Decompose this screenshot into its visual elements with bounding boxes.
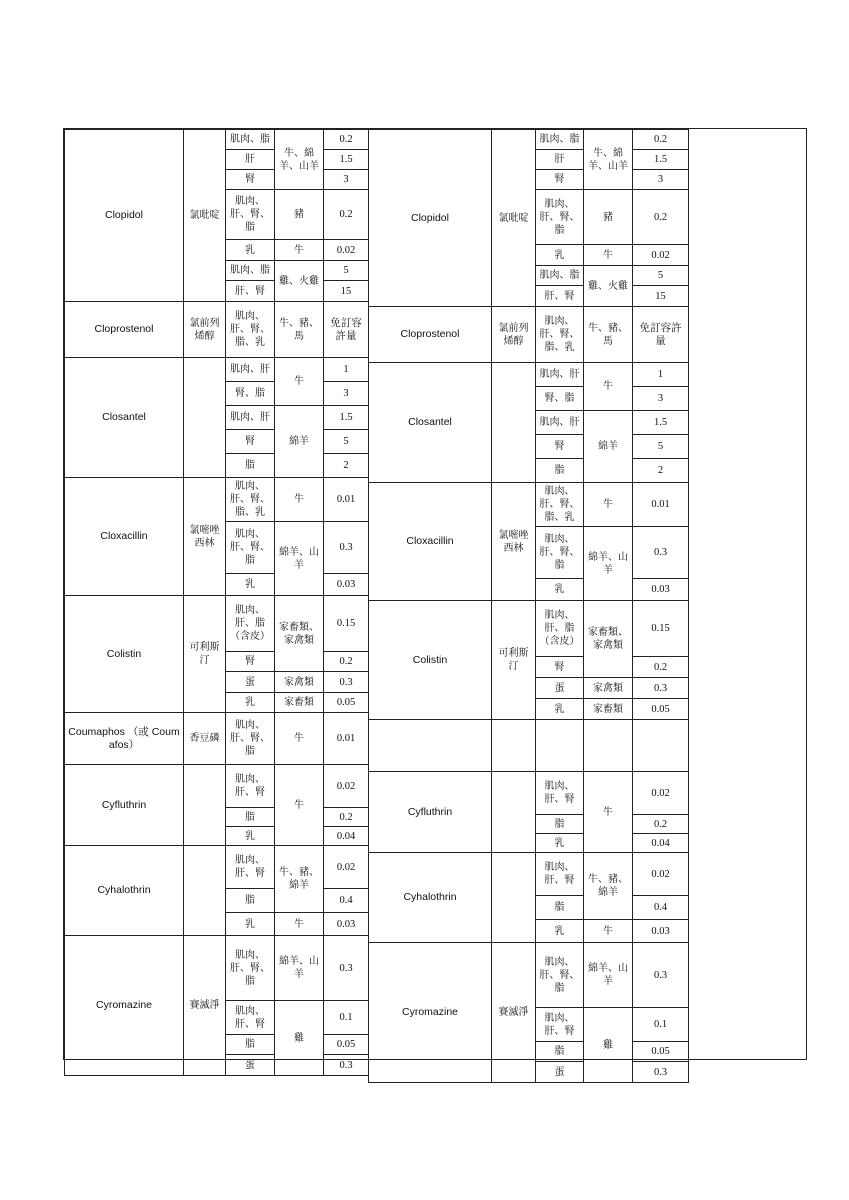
mrl-value-cell: 2 — [324, 454, 369, 478]
table-row — [369, 601, 689, 657]
species-cell: 牛 — [275, 478, 324, 522]
tissue-cell: 肌肉、肝、脂（含皮） — [226, 596, 275, 652]
tissue-cell: 腎 — [226, 652, 275, 672]
mrl-value-cell: 0.05 — [324, 1035, 369, 1055]
tissue-cell: 乳 — [226, 574, 275, 596]
mrl-value-cell: 1 — [633, 363, 689, 387]
tissue-cell: 脂 — [226, 1035, 275, 1055]
drug-name-cell: Cyhalothrin — [369, 853, 492, 943]
mrl-value-cell: 3 — [324, 382, 369, 406]
drug-name-cell: Closantel — [65, 358, 184, 478]
chinese-name-cell — [184, 846, 226, 936]
species-cell: 雞、火雞 — [584, 266, 633, 307]
mrl-value-cell — [633, 720, 689, 772]
table-row — [65, 765, 369, 808]
tissue-cell: 脂 — [226, 454, 275, 478]
mrl-value-cell: 0.2 — [633, 815, 689, 834]
tissue-cell: 肌肉、肝、腎 — [226, 765, 275, 808]
chinese-name-cell: 賽滅淨 — [492, 943, 536, 1083]
tissue-cell: 脂 — [536, 1042, 584, 1062]
mrl-value-cell: 0.01 — [324, 713, 369, 765]
mrl-value-cell: 0.15 — [633, 601, 689, 657]
mrl-value-cell: 0.1 — [324, 1001, 369, 1035]
tissue-cell: 肌肉、肝 — [226, 358, 275, 382]
tissue-cell: 肌肉、脂 — [226, 261, 275, 281]
species-cell: 家禽類 — [584, 678, 633, 699]
table-row — [369, 483, 689, 527]
tissue-cell: 肌肉、肝、腎、脂 — [226, 713, 275, 765]
chinese-name-cell: 香豆磷 — [184, 713, 226, 765]
drug-name-cell: Closantel — [369, 363, 492, 483]
species-cell: 綿羊 — [275, 406, 324, 478]
species-cell: 牛 — [275, 765, 324, 846]
table-row — [65, 713, 369, 765]
table-row — [65, 596, 369, 652]
mrl-value-cell: 0.04 — [633, 834, 689, 853]
drug-name-cell: Cyfluthrin — [369, 772, 492, 853]
tissue-cell: 腎 — [536, 170, 584, 190]
table-row — [65, 846, 369, 889]
tissue-cell: 蛋 — [536, 678, 584, 699]
tissue-cell: 肌肉、肝、脂（含皮） — [536, 601, 584, 657]
species-cell: 牛、綿羊、山羊 — [275, 130, 324, 190]
chinese-name-cell: 氯前列烯醇 — [492, 307, 536, 363]
tissue-cell: 乳 — [536, 834, 584, 853]
tissue-cell: 肌肉、肝 — [536, 363, 584, 387]
species-cell: 牛 — [584, 245, 633, 266]
species-cell — [584, 720, 633, 772]
tissue-cell: 肌肉、肝、腎、脂 — [536, 943, 584, 1008]
table-row — [65, 478, 369, 522]
tissue-cell: 脂 — [536, 459, 584, 483]
species-cell: 綿羊、山羊 — [275, 936, 324, 1001]
chinese-name-cell: 賽滅淨 — [184, 936, 226, 1076]
right-column-table — [368, 129, 689, 1083]
tissue-cell: 腎、脂 — [226, 382, 275, 406]
mrl-value-cell: 0.1 — [633, 1008, 689, 1042]
tissue-cell: 肌肉、肝、腎 — [536, 853, 584, 896]
table-row — [65, 130, 369, 150]
tissue-cell: 肌肉、肝、腎、脂、乳 — [536, 307, 584, 363]
species-cell: 牛 — [275, 913, 324, 936]
tissue-cell: 肌肉、肝 — [536, 411, 584, 435]
mrl-value-cell: 3 — [633, 170, 689, 190]
tissue-cell: 蛋 — [226, 672, 275, 693]
mrl-value-cell: 5 — [633, 435, 689, 459]
tissue-cell: 肌肉、肝、腎 — [536, 1008, 584, 1042]
species-cell: 雞 — [584, 1008, 633, 1083]
table-row — [369, 853, 689, 896]
species-cell: 家畜類、家禽類 — [584, 601, 633, 678]
mrl-value-cell: 0.3 — [324, 1055, 369, 1076]
mrl-value-cell: 0.3 — [324, 936, 369, 1001]
drug-name-cell: Clopidol — [65, 130, 184, 302]
drug-name-cell — [369, 720, 492, 772]
tissue-cell: 肌肉、脂 — [536, 266, 584, 286]
mrl-value-cell: 0.3 — [633, 527, 689, 579]
mrl-value-cell: 0.3 — [633, 943, 689, 1008]
tissue-cell: 乳 — [226, 913, 275, 936]
drug-name-cell: Clopidol — [369, 130, 492, 307]
table-row — [369, 720, 689, 772]
mrl-value-cell: 0.2 — [633, 130, 689, 150]
tissue-cell: 肌肉、脂 — [226, 130, 275, 150]
tissue-cell: 乳 — [536, 579, 584, 601]
chinese-name-cell — [184, 765, 226, 846]
tissue-cell: 腎 — [226, 170, 275, 190]
mrl-value-cell: 0.03 — [633, 579, 689, 601]
mrl-value-cell: 0.01 — [324, 478, 369, 522]
tissue-cell: 腎 — [226, 430, 275, 454]
tissue-cell: 肌肉、肝、腎 — [226, 846, 275, 889]
species-cell: 家畜類 — [584, 699, 633, 720]
mrl-value-cell: 1.5 — [633, 150, 689, 170]
chinese-name-cell — [492, 772, 536, 853]
tissue-cell: 肌肉、肝、腎 — [536, 772, 584, 815]
tissue-cell: 腎 — [536, 657, 584, 678]
drug-name-cell: Cloprostenol — [65, 302, 184, 358]
mrl-value-cell: 0.2 — [633, 657, 689, 678]
mrl-value-cell: 0.03 — [633, 920, 689, 943]
mrl-value-cell: 0.2 — [633, 190, 689, 245]
tissue-cell: 乳 — [226, 827, 275, 846]
species-cell: 雞 — [275, 1001, 324, 1076]
tissue-cell: 脂 — [536, 815, 584, 834]
mrl-value-cell: 0.04 — [324, 827, 369, 846]
drug-name-cell: Cyromazine — [369, 943, 492, 1083]
tissue-cell: 腎 — [536, 435, 584, 459]
mrl-value-cell: 0.05 — [633, 1042, 689, 1062]
mrl-value-cell: 3 — [324, 170, 369, 190]
tissue-cell — [536, 720, 584, 772]
mrl-value-cell: 0.03 — [324, 574, 369, 596]
species-cell: 牛 — [584, 772, 633, 853]
mrl-value-cell: 5 — [324, 261, 369, 281]
species-cell: 綿羊、山羊 — [584, 527, 633, 601]
drug-name-cell: Cyfluthrin — [65, 765, 184, 846]
tissue-cell: 肌肉、肝、腎、脂、乳 — [226, 478, 275, 522]
species-cell: 牛 — [584, 363, 633, 411]
tissue-cell: 乳 — [536, 245, 584, 266]
table-row — [369, 307, 689, 363]
table-row — [369, 130, 689, 150]
species-cell: 綿羊、山羊 — [275, 522, 324, 596]
tissue-cell: 乳 — [226, 693, 275, 713]
species-cell: 家禽類 — [275, 672, 324, 693]
species-cell: 牛 — [275, 358, 324, 406]
species-cell: 牛、綿羊、山羊 — [584, 130, 633, 190]
mrl-value-cell: 0.15 — [324, 596, 369, 652]
tissue-cell: 乳 — [226, 240, 275, 261]
mrl-value-cell: 5 — [324, 430, 369, 454]
mrl-value-cell: 1.5 — [324, 150, 369, 170]
tissue-cell: 肌肉、肝、腎、脂 — [226, 936, 275, 1001]
tissue-cell: 肝 — [226, 150, 275, 170]
tissue-cell: 肌肉、肝 — [226, 406, 275, 430]
tissue-cell: 脂 — [226, 889, 275, 913]
left-column-table — [64, 129, 369, 1076]
chinese-name-cell: 可利斯汀 — [184, 596, 226, 713]
drug-name-cell: Cyhalothrin — [65, 846, 184, 936]
species-cell: 綿羊 — [584, 411, 633, 483]
tissue-cell: 肌肉、肝、腎、脂 — [226, 190, 275, 240]
mrl-value-cell: 5 — [633, 266, 689, 286]
mrl-value-cell: 15 — [324, 281, 369, 302]
tissue-cell: 脂 — [226, 808, 275, 827]
mrl-value-cell: 0.03 — [324, 913, 369, 936]
drug-name-cell: Colistin — [369, 601, 492, 720]
tissue-cell: 肝 — [536, 150, 584, 170]
species-cell: 家畜類 — [275, 693, 324, 713]
tissue-cell: 乳 — [536, 920, 584, 943]
species-cell: 牛 — [275, 240, 324, 261]
tissue-cell: 蛋 — [226, 1055, 275, 1076]
mrl-value-cell: 0.3 — [324, 522, 369, 574]
mrl-value-cell: 2 — [633, 459, 689, 483]
mrl-value-cell: 0.3 — [633, 1062, 689, 1083]
mrl-value-cell: 0.4 — [324, 889, 369, 913]
tissue-cell: 肝、腎 — [536, 286, 584, 307]
drug-name-cell: Cloxacillin — [369, 483, 492, 601]
mrl-value-cell: 0.02 — [633, 772, 689, 815]
table-row — [65, 358, 369, 382]
chinese-name-cell — [492, 720, 536, 772]
drug-name-cell: Cyromazine — [65, 936, 184, 1076]
mrl-value-cell: 0.2 — [324, 190, 369, 240]
tissue-cell: 肌肉、肝、腎 — [226, 1001, 275, 1035]
mrl-value-cell: 0.3 — [324, 672, 369, 693]
mrl-value-cell: 0.05 — [324, 693, 369, 713]
mrl-value-cell: 1 — [324, 358, 369, 382]
species-cell: 牛 — [584, 483, 633, 527]
mrl-value-cell: 免訂容許量 — [324, 302, 369, 358]
mrl-value-cell: 0.4 — [633, 896, 689, 920]
species-cell: 豬 — [275, 190, 324, 240]
mrl-value-cell: 0.2 — [324, 808, 369, 827]
species-cell: 雞、火雞 — [275, 261, 324, 302]
chinese-name-cell: 氯吡啶 — [492, 130, 536, 307]
tissue-cell: 肝、腎 — [226, 281, 275, 302]
chinese-name-cell: 氯前列烯醇 — [184, 302, 226, 358]
mrl-value-cell: 0.02 — [633, 853, 689, 896]
mrl-value-cell: 1.5 — [324, 406, 369, 430]
mrl-value-cell: 15 — [633, 286, 689, 307]
chinese-name-cell — [492, 363, 536, 483]
mrl-value-cell: 3 — [633, 387, 689, 411]
species-cell: 牛 — [275, 713, 324, 765]
chinese-name-cell — [184, 358, 226, 478]
mrl-value-cell: 0.02 — [633, 245, 689, 266]
table-row — [65, 302, 369, 358]
mrl-value-cell: 0.2 — [324, 130, 369, 150]
mrl-value-cell: 0.2 — [324, 652, 369, 672]
tissue-cell: 肌肉、肝、腎、脂、乳 — [536, 483, 584, 527]
tissue-cell: 脂 — [536, 896, 584, 920]
species-cell: 牛、豬、綿羊 — [275, 846, 324, 913]
tissue-cell: 肌肉、脂 — [536, 130, 584, 150]
drug-name-cell: Coumaphos （或 Coumafos） — [65, 713, 184, 765]
mrl-value-cell: 0.3 — [633, 678, 689, 699]
table-row — [369, 363, 689, 387]
tissue-cell: 腎、脂 — [536, 387, 584, 411]
mrl-value-cell: 0.05 — [633, 699, 689, 720]
tissue-cell: 肌肉、肝、腎、脂 — [536, 527, 584, 579]
chinese-name-cell: 氯吡啶 — [184, 130, 226, 302]
chinese-name-cell — [492, 853, 536, 943]
mrl-value-cell: 免訂容許量 — [633, 307, 689, 363]
species-cell: 牛、豬、馬 — [584, 307, 633, 363]
drug-name-cell: Colistin — [65, 596, 184, 713]
table-row — [369, 943, 689, 1008]
chinese-name-cell: 氯嘧唑西林 — [184, 478, 226, 596]
mrl-value-cell: 0.02 — [324, 765, 369, 808]
table-row — [65, 936, 369, 1001]
species-cell: 綿羊、山羊 — [584, 943, 633, 1008]
tissue-cell: 蛋 — [536, 1062, 584, 1083]
drug-name-cell: Cloprostenol — [369, 307, 492, 363]
species-cell: 牛、豬、綿羊 — [584, 853, 633, 920]
drug-name-cell: Cloxacillin — [65, 478, 184, 596]
mrl-value-cell: 1.5 — [633, 411, 689, 435]
table-row — [369, 772, 689, 815]
tissue-cell: 肌肉、肝、腎、脂 — [536, 190, 584, 245]
mrl-value-cell: 0.01 — [633, 483, 689, 527]
species-cell: 家畜類、家禽類 — [275, 596, 324, 672]
species-cell: 牛 — [584, 920, 633, 943]
mrl-value-cell: 0.02 — [324, 240, 369, 261]
chinese-name-cell: 可利斯汀 — [492, 601, 536, 720]
chinese-name-cell: 氯嘧唑西林 — [492, 483, 536, 601]
tissue-cell: 肌肉、肝、腎、脂、乳 — [226, 302, 275, 358]
species-cell: 豬 — [584, 190, 633, 245]
blank-remarks-column — [688, 129, 806, 1058]
residue-limit-table — [63, 128, 807, 1078]
species-cell: 牛、豬、馬 — [275, 302, 324, 358]
tissue-cell: 肌肉、肝、腎、脂 — [226, 522, 275, 574]
mrl-value-cell: 0.02 — [324, 846, 369, 889]
tissue-cell: 乳 — [536, 699, 584, 720]
